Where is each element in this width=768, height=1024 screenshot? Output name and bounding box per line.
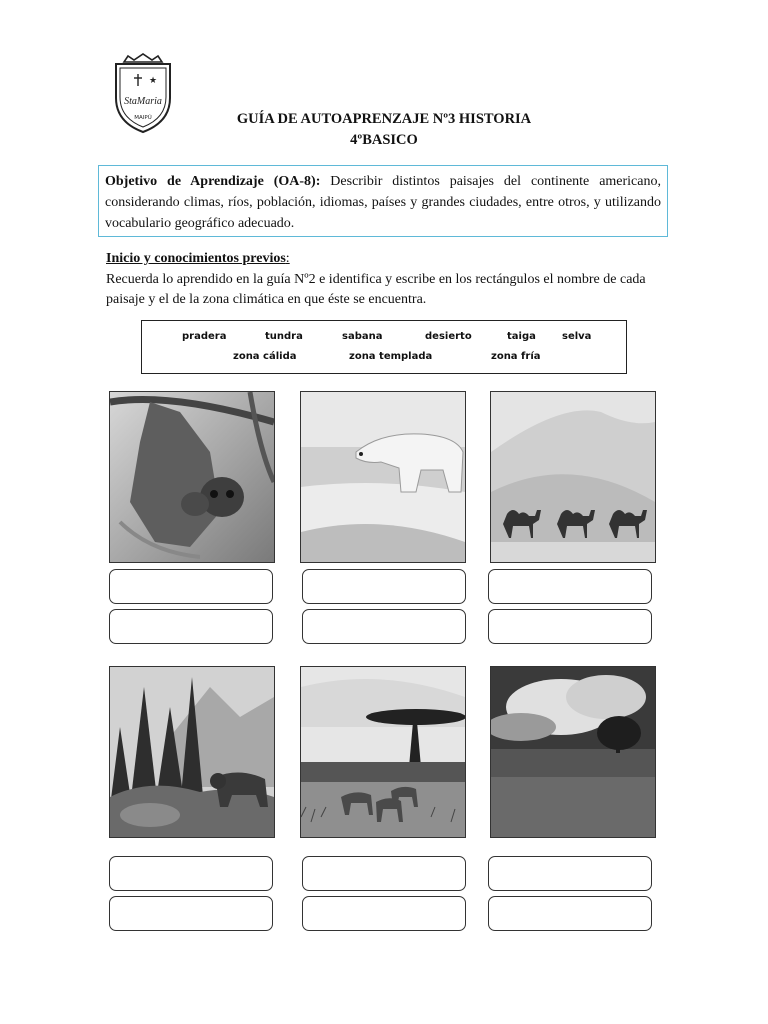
answer-box-landscape-6[interactable]: [488, 856, 652, 891]
answer-box-landscape-2[interactable]: [302, 569, 466, 604]
word-desierto: desierto: [425, 331, 472, 342]
answer-box-zone-2[interactable]: [302, 609, 466, 644]
answer-box-zone-1[interactable]: [109, 609, 273, 644]
answer-box-landscape-3[interactable]: [488, 569, 652, 604]
answer-box-landscape-4[interactable]: [109, 856, 273, 891]
page-title: GUÍA DE AUTOAPRENZAJE Nº3 HISTORIA: [236, 111, 532, 127]
objective-box: [98, 165, 668, 237]
sloth-jungle-photo: [109, 391, 275, 563]
tree-grassland-photo: [490, 666, 656, 838]
camels-desert-photo: [490, 391, 656, 563]
svg-text:MAIPÚ: MAIPÚ: [134, 115, 152, 121]
bear-taiga-forest-photo: [109, 666, 275, 838]
answer-box-landscape-1[interactable]: [109, 569, 273, 604]
word-sabana: sabana: [342, 331, 383, 342]
svg-text:StaMaria: StaMaria: [124, 96, 162, 107]
word-pradera: pradera: [182, 331, 227, 342]
word-zona-calida: zona cálida: [233, 351, 297, 362]
page-subtitle: 4ºBASICO: [350, 132, 418, 148]
objective-text: Describir distintos paisajes del continente americano, considerando climas, ríos, población, idiomas, países y grandes ciudades, entre otros, y utilizando vocabulario geográfico adecuado.: [105, 174, 661, 231]
answer-box-zone-3[interactable]: [488, 609, 652, 644]
objective-label: Objetivo de Aprendizaje (OA-8):: [105, 174, 321, 189]
answer-box-landscape-5[interactable]: [302, 856, 466, 891]
word-bank: [141, 320, 627, 374]
word-tundra: tundra: [265, 331, 303, 342]
intro-heading-colon: :: [285, 251, 290, 266]
svg-text:★: ★: [149, 76, 158, 86]
answer-box-zone-5[interactable]: [302, 896, 466, 931]
word-zona-fria: zona fría: [491, 351, 541, 362]
polar-bear-tundra-photo: [300, 391, 466, 563]
antelopes-savanna-photo: [300, 666, 466, 838]
instruction-text: Recuerda lo aprendido en la guía Nº2 e identifica y escribe en los rectángulos el nombre de cada paisaje y el de la zona climática en que éste se encuentra.: [106, 272, 646, 307]
answer-box-zone-4[interactable]: [109, 896, 273, 931]
intro-heading: [106, 251, 290, 267]
word-taiga: taiga: [507, 331, 536, 342]
word-selva: selva: [562, 331, 592, 342]
word-zona-templada: zona templada: [349, 351, 433, 362]
answer-box-zone-6[interactable]: [488, 896, 652, 931]
intro-heading-text: Inicio y conocimientos previos: [106, 251, 286, 266]
